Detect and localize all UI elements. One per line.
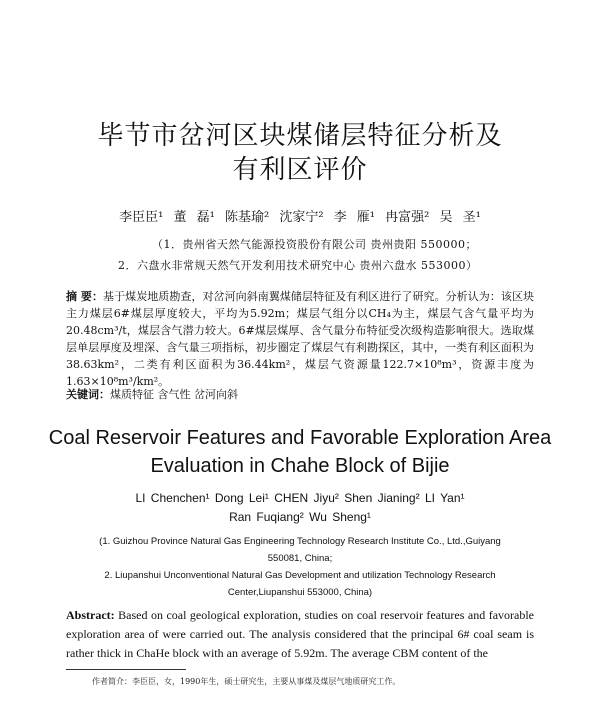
english-affiliation-1-line-1: (1. Guizhou Province Natural Gas Engineering Technology Research Institute Co., Ltd.,Guiyang <box>99 536 501 547</box>
chinese-keywords <box>66 386 534 403</box>
english-title-line-1: Coal Reservoir Features and Favorable Exploration Area <box>48 427 552 449</box>
chinese-affiliation-1: （1．贵州省天然气能源投资股份有限公司 贵州贵阳 550000； <box>152 238 477 251</box>
footnote-divider <box>66 669 186 670</box>
chinese-affiliation-2: 2．六盘水非常规天然气开发利用技术研究中心 贵州六盘水 553000） <box>118 259 478 272</box>
chinese-abstract-body: 基于煤炭地质勘查，对岔河向斜南翼煤储层特征及有利区进行了研究。分析认为：该区块主力煤层6#煤层厚度较大，平均为5.92m；煤层气组分以CH₄为主，煤层气含气量平均为20.48cm³/t，煤层含气潜力较大。6#煤层煤厚、含气量分布特征受次级构造影响很大。选取煤层单层厚度及埋深、含气量三项指标，初步圈定了煤层气有利勘探区，其中，一类有利区面积为38.63km²，二类有利区面积为36.44km²，煤层气资源量122.7×10⁸m³，资源丰度为1.63×10⁸m³/km²。 <box>66 290 534 388</box>
chinese-authors: 李臣臣¹ 董 磊¹ 陈基瑜² 沈家宁² 李 雁¹ 冉富强² 吴 圣¹ <box>119 210 481 225</box>
english-affiliation-2-line-1: 2. Liupanshui Unconventional Natural Gas Development and utilization Technology Research <box>104 570 496 581</box>
chinese-abstract-label: 摘 要： <box>66 290 104 303</box>
chinese-title-line-2: 有利区评价 <box>232 155 368 185</box>
english-affiliation <box>70 533 530 601</box>
chinese-abstract <box>66 288 534 390</box>
english-title-line-2: Evaluation in Chahe Block of Bijie <box>150 455 450 477</box>
chinese-title-line-1: 毕节市岔河区块煤储层特征分析及 <box>97 121 503 151</box>
english-affiliation-1-line-2: 550081, China; <box>267 553 333 564</box>
english-authors-line-2: Ran Fuqiang² Wu Sheng¹ <box>229 510 371 524</box>
english-abstract <box>66 606 534 663</box>
english-abstract-body: Based on coal geological exploration, studies on coal reservoir features and favorable exploration area of were carried out. The analysis considered that the principal 6# coal seam is rather thick in ChaHe block with an average of 5.92m. The average CBM content of the <box>66 608 535 660</box>
english-affiliation-2-line-2: Center,Liupanshui 553000, China) <box>227 587 373 598</box>
english-authors-line-1: LI Chenchen¹ Dong Lei¹ CHEN Jiyu² Shen Jianing² LI Yan¹ <box>135 491 465 505</box>
author-footnote: 作者简介：李臣臣，女，1990年生，硕士研究生，主要从事煤及煤层气地质研究工作。 <box>92 677 401 686</box>
chinese-keywords-label: 关键词： <box>66 388 110 401</box>
english-abstract-label: Abstract: <box>66 608 115 622</box>
chinese-keywords-body: 煤质特征 含气性 岔河向斜 <box>110 388 238 401</box>
